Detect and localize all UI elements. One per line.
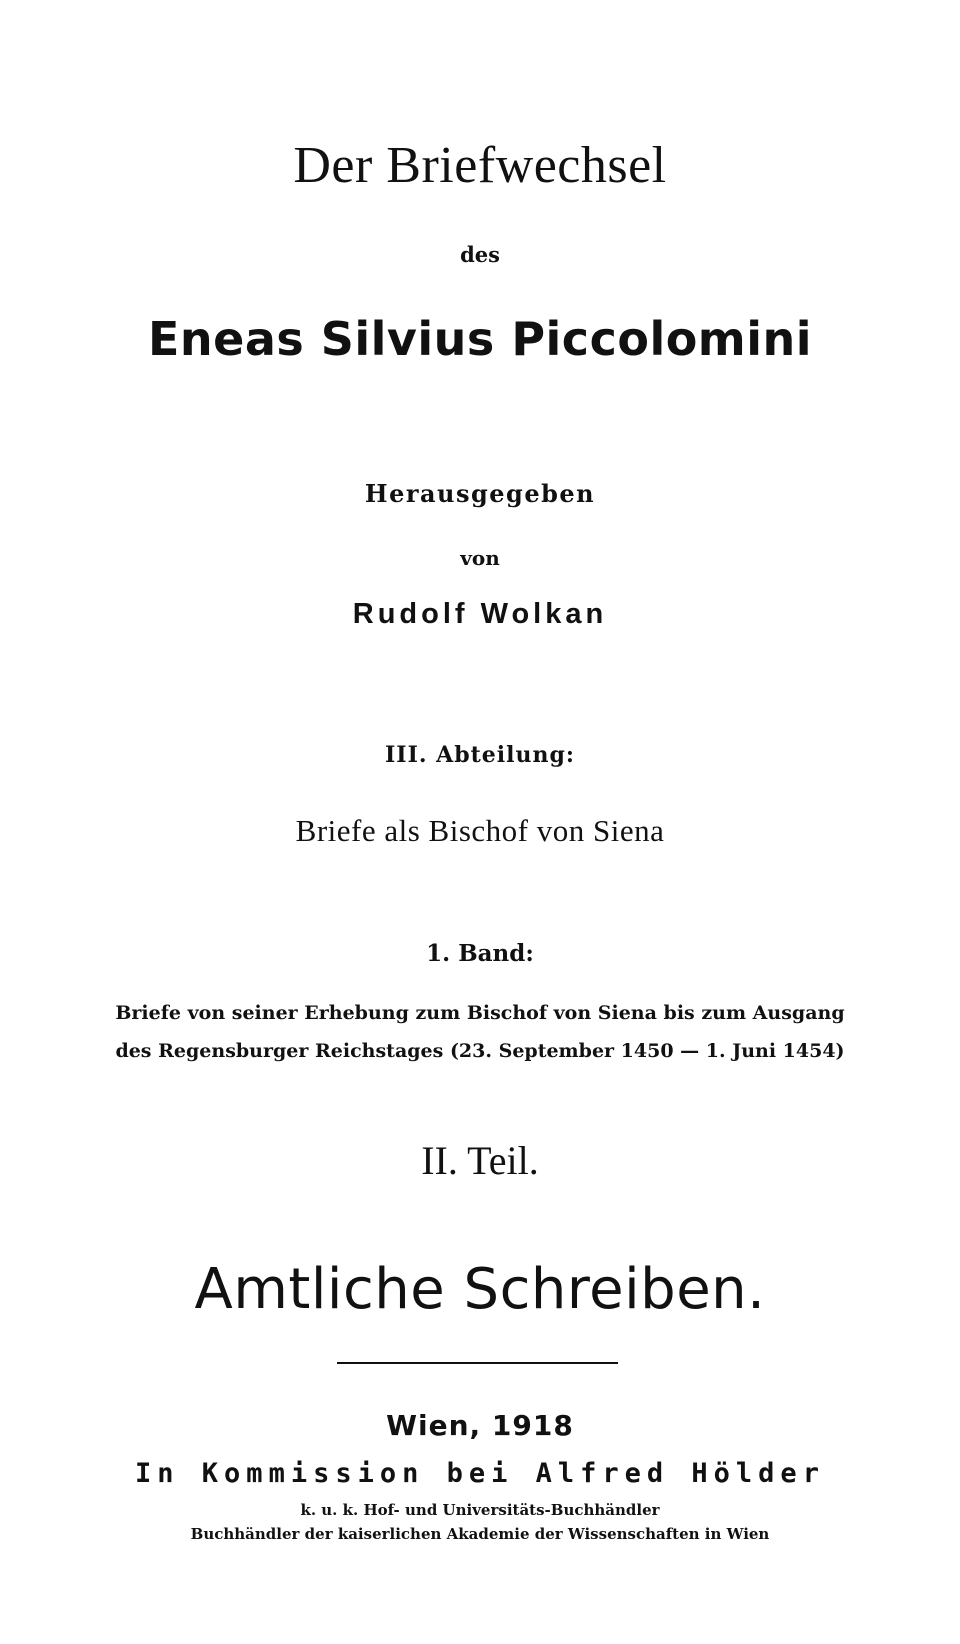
- author-name: Eneas Silvius Piccolomini: [147, 312, 813, 366]
- section-title: Amtliche Schreiben.: [194, 1257, 766, 1322]
- division-label: III. Abteilung:: [384, 742, 575, 768]
- title-of: des: [460, 242, 500, 267]
- volume-description-line-1: Briefe von seiner Erhebung zum Bischof von Siena bis zum Ausgang: [115, 1002, 845, 1024]
- edited-label: Herausgegeben: [364, 479, 596, 508]
- by-label: von: [460, 546, 500, 570]
- publisher-note-line-2: Buchhändler der kaiserlichen Akademie der Wissenschaften in Wien: [190, 1525, 770, 1543]
- place-year: Wien, 1918: [386, 1409, 574, 1442]
- part-label: II. Teil.: [421, 1138, 539, 1183]
- publisher: In Kommission bei Alfred Hölder: [135, 1458, 825, 1489]
- divider-rule: [337, 1362, 618, 1364]
- title-main: Der Briefwechsel: [293, 137, 667, 194]
- volume-label: 1. Band:: [426, 940, 534, 967]
- publisher-note-line-1: k. u. k. Hof- und Universitäts-Buchhändler: [300, 1501, 660, 1519]
- editor-name: Rudolf Wolkan: [352, 598, 608, 630]
- volume-description-line-2: des Regensburger Reichstages (23. September 1450 — 1. Juni 1454): [115, 1040, 845, 1062]
- division-title: Briefe als Bischof von Siena: [295, 813, 665, 848]
